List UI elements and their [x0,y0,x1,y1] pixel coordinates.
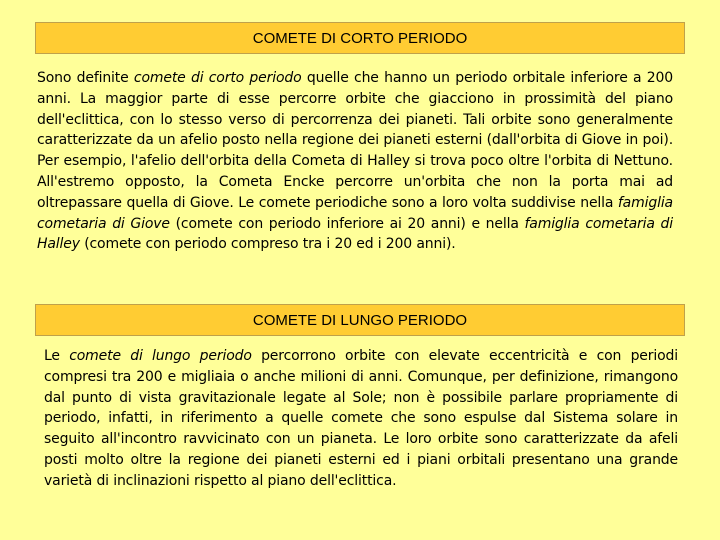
long-period-text-1: Le [44,348,70,364]
short-period-text-2: quelle che hanno un periodo orbitale inferiore a 200 anni. La maggior parte di esse percorre orbite che giacciono in prossimità del piano dell'eclittica, con lo stesso verso di percorrenza dei pianeti. Tali orbite sono generalmente caratterizzate da un afelio posto nella regione dei pianeti esterni (dall'orbita di Giove in poi). Per esempio, l'afelio dell'orbita della Cometa di Halley si trova poco oltre l'orbita di Nettuno. All'estremo opposto, la Cometa Encke percorre un'orbita che non la porta mai ad oltrepassare quella di Giove. Le comete periodiche sono a loro volta suddivise nella [37,70,674,211]
short-period-text-4: (comete con periodo compreso tra i 20 ed i 200 anni). [79,236,456,253]
short-period-paragraph [37,68,673,255]
long-period-text-2: percorrono orbite con elevate eccentricità e con periodi compresi tra 200 e migliaia o anche milioni di anni. Comunque, per definizione, rimangono dal punto di vista gravitazionale legate al Sole; non è possibile parlare propriamente di periodo, infatti, in riferimento a quelle comete che sono espulse dal Sistema solare in seguito all'incontro ravvicinato con un pianeta. Le loro orbite sono caratterizzate da afeli posti molto oltre la regione dei pianeti esterni ed i piani orbitali presentano una grande varietà di inclinazioni rispetto al piano dell'eclittica. [44,348,679,489]
long-period-paragraph [44,346,678,492]
short-period-term-2: famiglia cometaria di Giove [37,194,673,232]
short-period-text-3: (comete con periodo inferiore ai 20 anni) e nella [169,215,525,232]
short-period-text-1: Sono definite [37,70,134,86]
long-period-term-1: comete di lungo periodo [69,348,252,364]
short-period-title: COMETE DI CORTO PERIODO [252,29,468,47]
short-period-term-1: comete di corto periodo [133,70,302,86]
long-period-heading [35,304,685,336]
long-period-title: COMETE DI LUNGO PERIODO [252,311,468,329]
short-period-heading [35,22,685,54]
short-period-term-3: famiglia cometaria di Halley [37,215,673,253]
